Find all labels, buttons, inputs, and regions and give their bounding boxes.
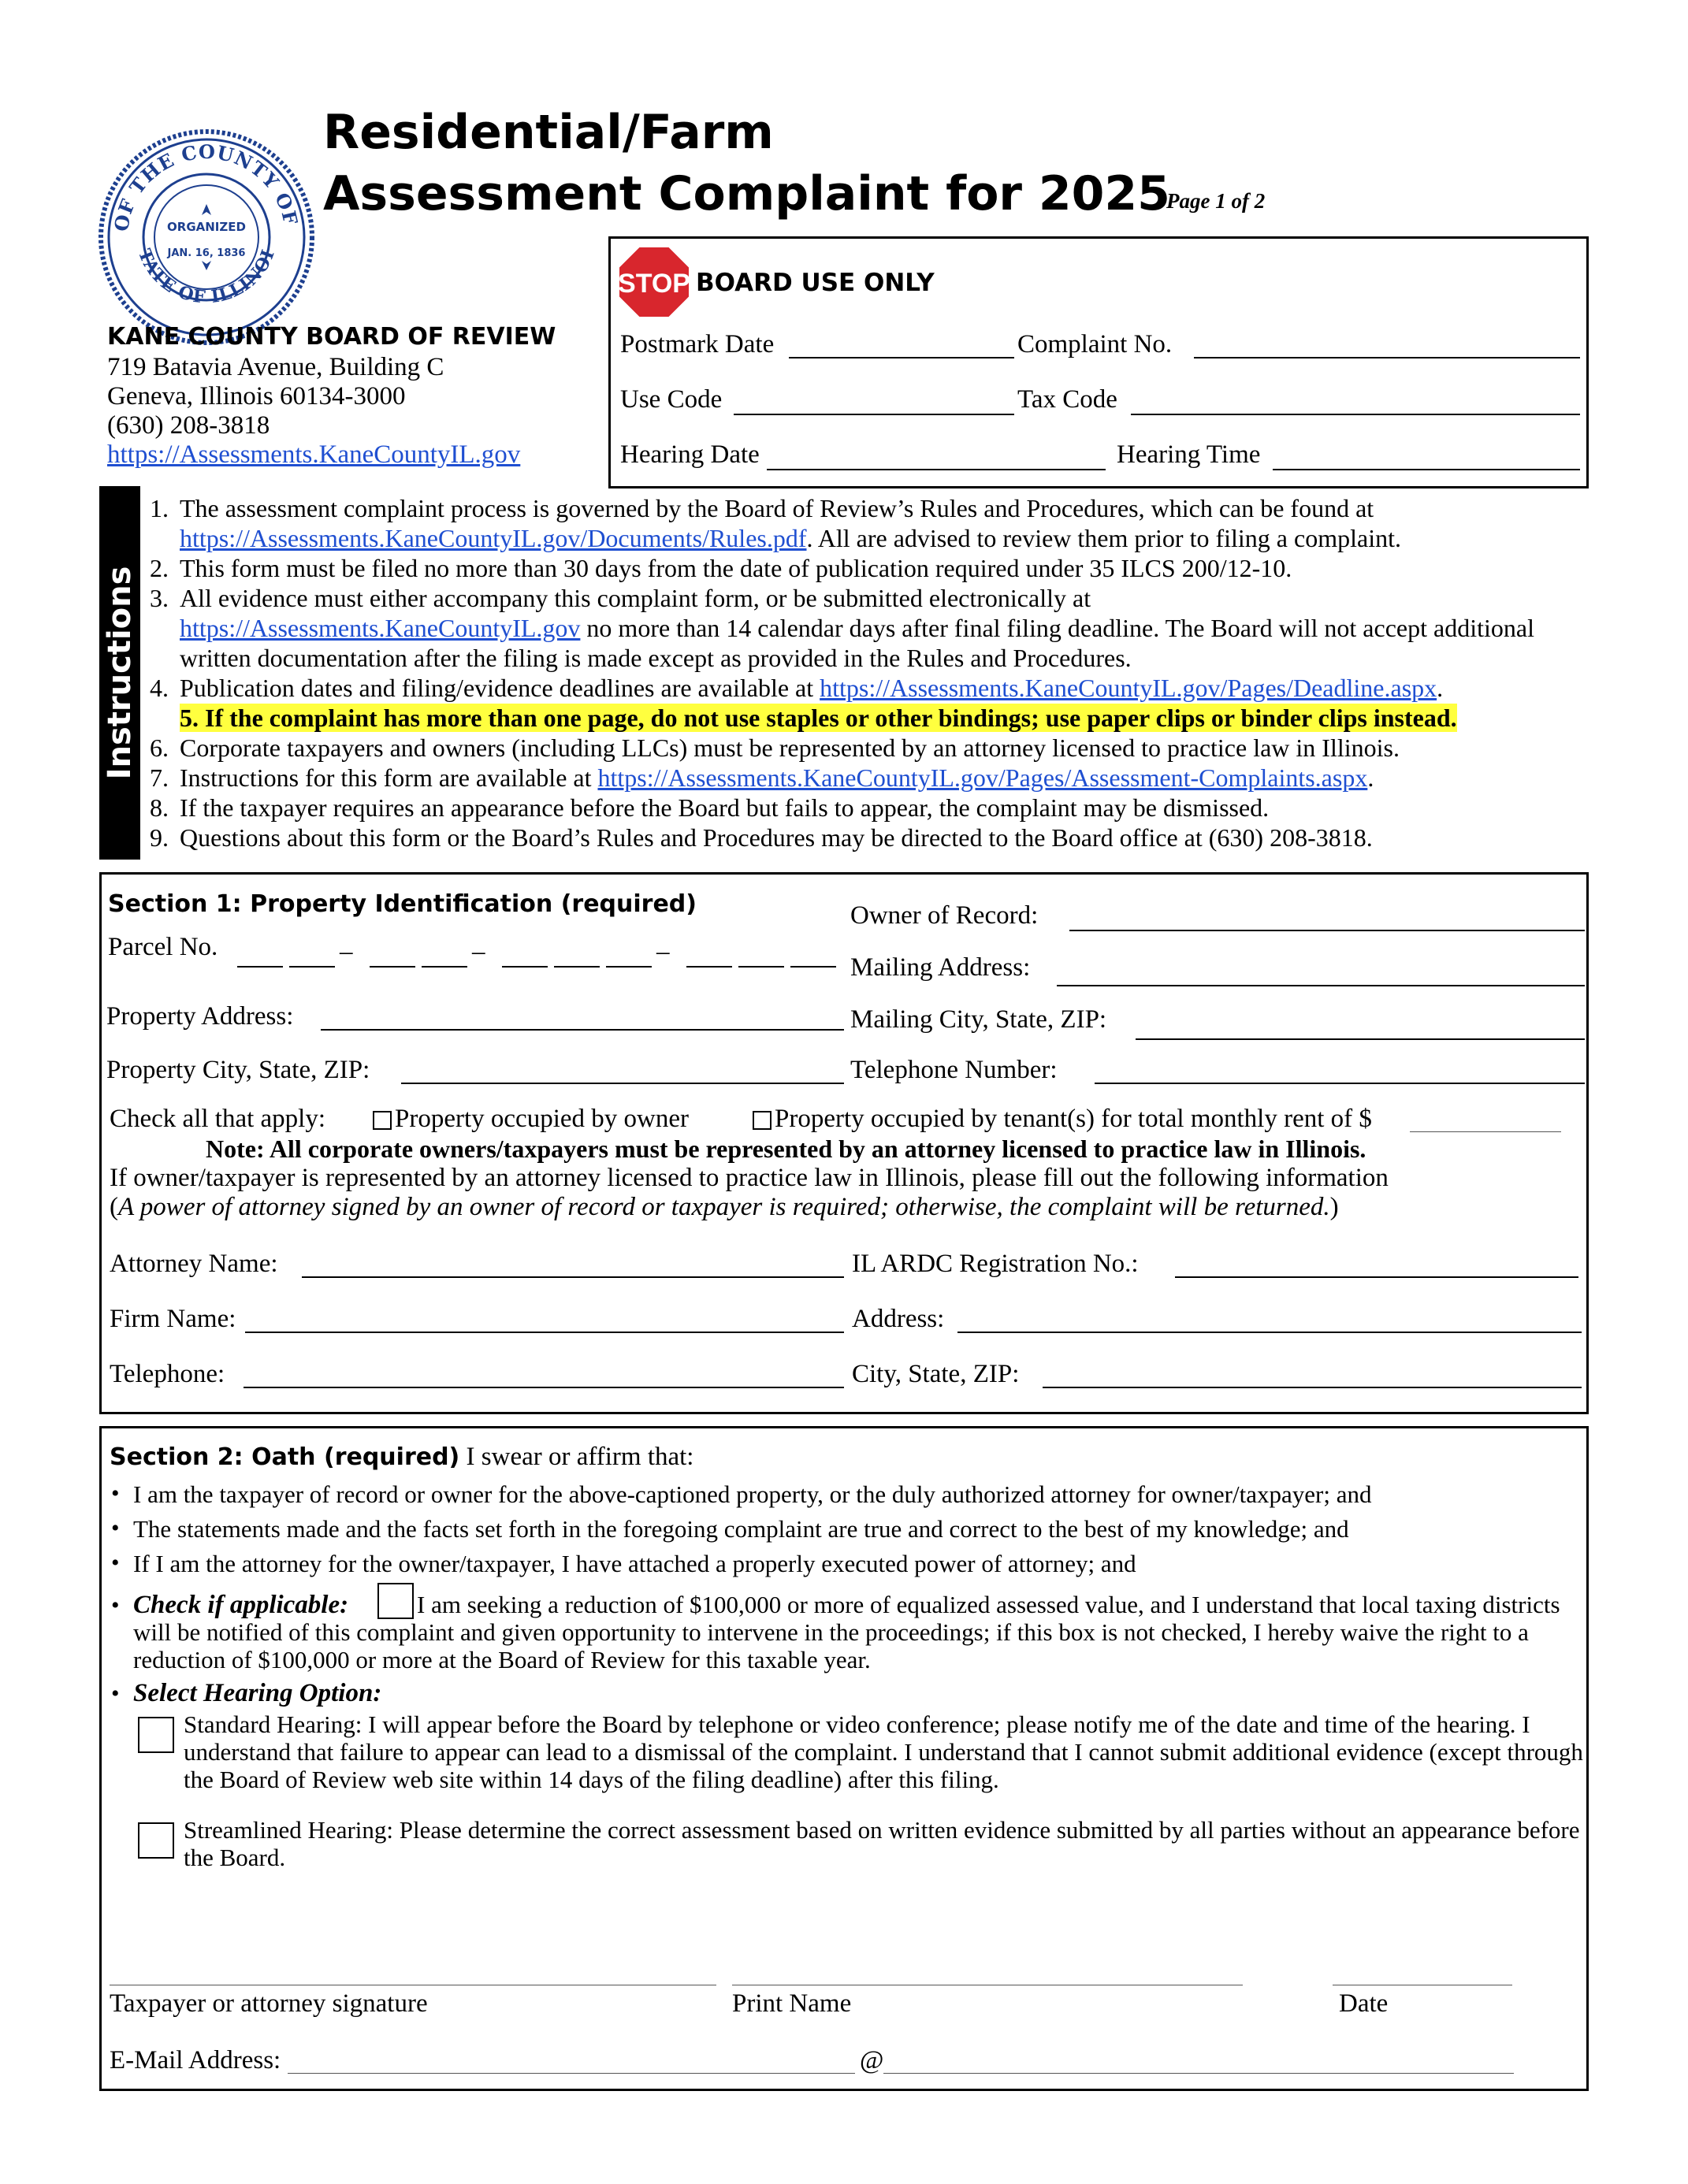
property-address-field[interactable]: [321, 1029, 844, 1031]
ardc-label: IL ARDC Registration No.:: [852, 1250, 1139, 1278]
city-state-zip-label: City, State, ZIP:: [852, 1360, 1020, 1388]
hearing-time-field[interactable]: [1273, 469, 1580, 470]
attorney-name-label: Attorney Name:: [110, 1250, 278, 1278]
office-website-link[interactable]: https://Assessments.KaneCountyIL.gov: [107, 440, 521, 469]
section2-title: Section 2: Oath (required): [110, 1443, 460, 1471]
instruction-number: 9.: [150, 823, 169, 852]
instructions-label: Instructions: [102, 566, 138, 780]
property-address-label: Property Address:: [106, 1002, 294, 1031]
hearing-date-field[interactable]: [767, 469, 1106, 470]
email-domain-field[interactable]: [883, 2073, 1514, 2074]
complaint-no-field[interactable]: [1194, 357, 1580, 358]
monthly-rent-field[interactable]: [1410, 1131, 1561, 1132]
telephone-number-label: Telephone Number:: [850, 1056, 1058, 1084]
office-address2: Geneva, Illinois 60134-3000: [107, 382, 406, 410]
board-use-only-box: [608, 236, 1589, 488]
owner-of-record-label: Owner of Record:: [850, 901, 1039, 930]
oath-bullet-2: The statements made and the facts set forth in the foregoing complaint are true and correct to the best of my knowledge; and: [133, 1515, 1349, 1543]
instruction-number: 6.: [150, 734, 169, 762]
section2-heading: [110, 1443, 693, 1472]
instruction-number: 5.: [180, 704, 199, 732]
telephone-field[interactable]: [244, 1387, 844, 1388]
instructions-list: [150, 493, 1568, 852]
use-code-label: Use Code: [620, 385, 723, 414]
address-label: Address:: [852, 1305, 945, 1333]
instruction-item-7: 7. Instructions for this form are available at https://Assessments.KaneCountyIL.gov/Pages/Assessment-Complaints.aspx.: [150, 763, 1374, 792]
mailing-address-label: Mailing Address:: [850, 953, 1031, 982]
bullet-dot: •: [111, 1592, 120, 1618]
office-address1: 719 Batavia Avenue, Building C: [107, 353, 444, 381]
firm-name-field[interactable]: [245, 1332, 844, 1333]
standard-hearing-text: Standard Hearing: I will appear before the Board by telephone or video conference; please notify me of the date and time of the hearing. I understand that failure to appear can lead to a dismissal of the complaint. I understand that I cannot submit additional evidence (except through the Board of Review web site within 14 days of the filing deadline) after this filing.: [184, 1710, 1583, 1793]
oath-bullet-1: I am the taxpayer of record or owner for the above-captioned property, or the duly authorized attorney for owner/taxpayer; and: [133, 1480, 1372, 1508]
telephone-label: Telephone:: [110, 1360, 225, 1388]
stop-sign-text: STOP: [618, 269, 690, 299]
seal-bottom-text: TATE OF ILLINOI: [133, 246, 280, 308]
owner-of-record-field[interactable]: [1069, 930, 1585, 931]
instruction-number: 4.: [150, 674, 169, 702]
corporate-note: Note: All corporate owners/taxpayers must be represented by an attorney licensed to practice law in Illinois.: [206, 1135, 1366, 1163]
county-seal: [98, 128, 315, 346]
attorney-name-field[interactable]: [302, 1276, 844, 1278]
use-code-field[interactable]: [734, 414, 1014, 415]
tenant-occupied-checkbox[interactable]: [753, 1111, 771, 1130]
hearing-time-label: Hearing Time: [1117, 440, 1261, 469]
property-city-field[interactable]: [401, 1083, 844, 1084]
streamlined-hearing-checkbox[interactable]: [138, 1822, 174, 1859]
instructions-sidebar: [99, 486, 140, 860]
instruction-item-6: 6. Corporate taxpayers and owners (including LLCs) must be represented by an attorney licensed to practice law in Illinois.: [150, 734, 1400, 762]
owner-occupied-checkbox[interactable]: [373, 1111, 392, 1130]
instruction-item-8: 8. If the taxpayer requires an appearance before the Board but fails to appear, the complaint may be dismissed.: [150, 793, 1270, 822]
check-if-applicable-label: Check if applicable:: [133, 1591, 349, 1619]
seal-top-text: OF THE COUNTY OF: [109, 139, 303, 233]
address-field[interactable]: [957, 1332, 1582, 1333]
section2-oath: [99, 1426, 1589, 2091]
tax-code-field[interactable]: [1131, 414, 1580, 415]
evidence-upload-link[interactable]: https://Assessments.KaneCountyIL.gov: [180, 614, 581, 642]
staples-highlight: 5. If the complaint has more than one page, do not use staples or other bindings; use paper clips or binder clips instead.: [180, 704, 1457, 732]
parcel-dash: –: [340, 938, 353, 966]
property-city-label: Property City, State, ZIP:: [106, 1056, 370, 1084]
form-title-line2: Assessment Complaint for 2025: [323, 166, 1170, 221]
instruction-number: 3.: [150, 584, 169, 612]
bullet-dot: •: [111, 1681, 120, 1707]
parcel-dash: –: [656, 938, 670, 966]
ardc-field[interactable]: [1175, 1276, 1578, 1278]
email-at-sign: @: [860, 2046, 884, 2074]
section2-swear: I swear or affirm that:: [459, 1443, 694, 1471]
rules-pdf-link[interactable]: https://Assessments.KaneCountyIL.gov/Documents/Rules.pdf: [180, 524, 807, 552]
firm-name-label: Firm Name:: [110, 1305, 236, 1333]
complaint-no-label: Complaint No.: [1017, 330, 1173, 358]
seal-organized: ORGANIZED: [167, 220, 246, 234]
mailing-address-field[interactable]: [1057, 985, 1585, 986]
instruction-item-4: 4. Publication dates and filing/evidence deadlines are available at https://Assessments.KaneCountyIL.gov/Pages/Deadline.aspx.: [150, 674, 1444, 702]
parcel-dash: –: [472, 938, 485, 966]
instruction-number: 8.: [150, 793, 169, 822]
postmark-date-label: Postmark Date: [620, 330, 775, 358]
stop-sign-icon: [617, 245, 691, 319]
seal-date: JAN. 16, 1836: [167, 247, 246, 259]
hearing-date-label: Hearing Date: [620, 440, 760, 469]
instruction-item-9: 9. Questions about this form or the Board’s Rules and Procedures may be directed to the Board office at (630) 208-3818.: [150, 823, 1373, 852]
oath-bullet-3: If I am the attorney for the owner/taxpayer, I have attached a properly executed power of attorney; and: [133, 1550, 1136, 1577]
print-name-label: Print Name: [732, 1989, 852, 2018]
city-state-zip-field[interactable]: [1043, 1387, 1582, 1388]
page-number: Page 1 of 2: [1166, 189, 1266, 213]
deadline-link[interactable]: https://Assessments.KaneCountyIL.gov/Pages/Deadline.aspx: [820, 674, 1437, 702]
instruction-number: 1.: [150, 494, 169, 522]
streamlined-hearing-text: Streamlined Hearing: Please determine the correct assessment based on written evidence submitted by all parties without an appearance before the Board.: [184, 1816, 1580, 1871]
standard-hearing-checkbox[interactable]: [138, 1717, 174, 1753]
section1-title: Section 1: Property Identification (required): [108, 890, 697, 918]
poa-note-text: A power of attorney signed by an owner of record or taxpayer is required; otherwise, the complaint will be returned.: [118, 1193, 1330, 1221]
tenant-occupied-label: Property occupied by tenant(s) for total monthly rent of $: [775, 1105, 1372, 1133]
instruction-item-5: [150, 703, 1568, 733]
mailing-city-field[interactable]: [1136, 1038, 1585, 1040]
bullet-dot: •: [111, 1515, 120, 1541]
bullet-dot: •: [111, 1550, 120, 1576]
date-label: Date: [1339, 1989, 1389, 2018]
bullet-dot: •: [111, 1480, 120, 1506]
signature-label: Taxpayer or attorney signature: [110, 1989, 428, 2018]
office-name: KANE COUNTY BOARD OF REVIEW: [107, 323, 556, 351]
email-label: E-Mail Address:: [110, 2046, 281, 2074]
select-hearing-label: Select Hearing Option:: [133, 1679, 382, 1707]
postmark-date-field[interactable]: [789, 357, 1014, 358]
reduction-text: I am seeking a reduction of $100,000 or more of equalized assessed value, and I understand that local taxing districts will be notified of this complaint and given opportunity to intervene in the proceedings; if this box is not checked, I hereby waive the right to a reduction of $100,000 or more at the Board of Review for this taxable year.: [133, 1591, 1560, 1673]
instruction-number: 2.: [150, 554, 169, 582]
tax-code-label: Tax Code: [1017, 385, 1117, 414]
board-use-title: BOARD USE ONLY: [696, 269, 935, 297]
section1-property-identification: [99, 872, 1589, 1414]
instructions-link[interactable]: https://Assessments.KaneCountyIL.gov/Pages/Assessment-Complaints.aspx: [597, 763, 1368, 792]
office-phone: (630) 208-3818: [107, 411, 270, 440]
form-title-line1: Residential/Farm: [323, 105, 774, 160]
instruction-item-2: 2. This form must be filed no more than 30 days from the date of publication required under 35 ILCS 200/12-10.: [150, 554, 1292, 582]
attorney-info-text: If owner/taxpayer is represented by an attorney licensed to practice law in Illinois, please fill out the following information: [110, 1164, 1389, 1192]
parcel-no-label: Parcel No.: [108, 933, 218, 961]
poa-note: (A power of attorney signed by an owner of record or taxpayer is required; otherwise, the complaint will be returned.): [110, 1193, 1339, 1221]
instruction-number: 7.: [150, 763, 169, 792]
email-user-field[interactable]: [288, 2073, 855, 2074]
owner-occupied-label: Property occupied by owner: [395, 1105, 689, 1133]
check-all-label: Check all that apply:: [110, 1105, 326, 1133]
instruction-item-3: 3. All evidence must either accompany this complaint form, or be submitted electronically at https://Assessments.KaneCountyIL.gov no more than 14 calendar days after final filing deadline. The Board will not accept additional written documentation after the filing is made except as provided in the Rules and Procedures.: [150, 584, 1534, 672]
telephone-number-field[interactable]: [1095, 1083, 1585, 1084]
instruction-item-1: 1. The assessment complaint process is governed by the Board of Review’s Rules and Procedures, which can be found at https://Assessments.KaneCountyIL.gov/Documents/Rules.pdf. All are advised to review them prior to filing a complaint.: [150, 494, 1401, 552]
mailing-city-label: Mailing City, State, ZIP:: [850, 1005, 1107, 1034]
